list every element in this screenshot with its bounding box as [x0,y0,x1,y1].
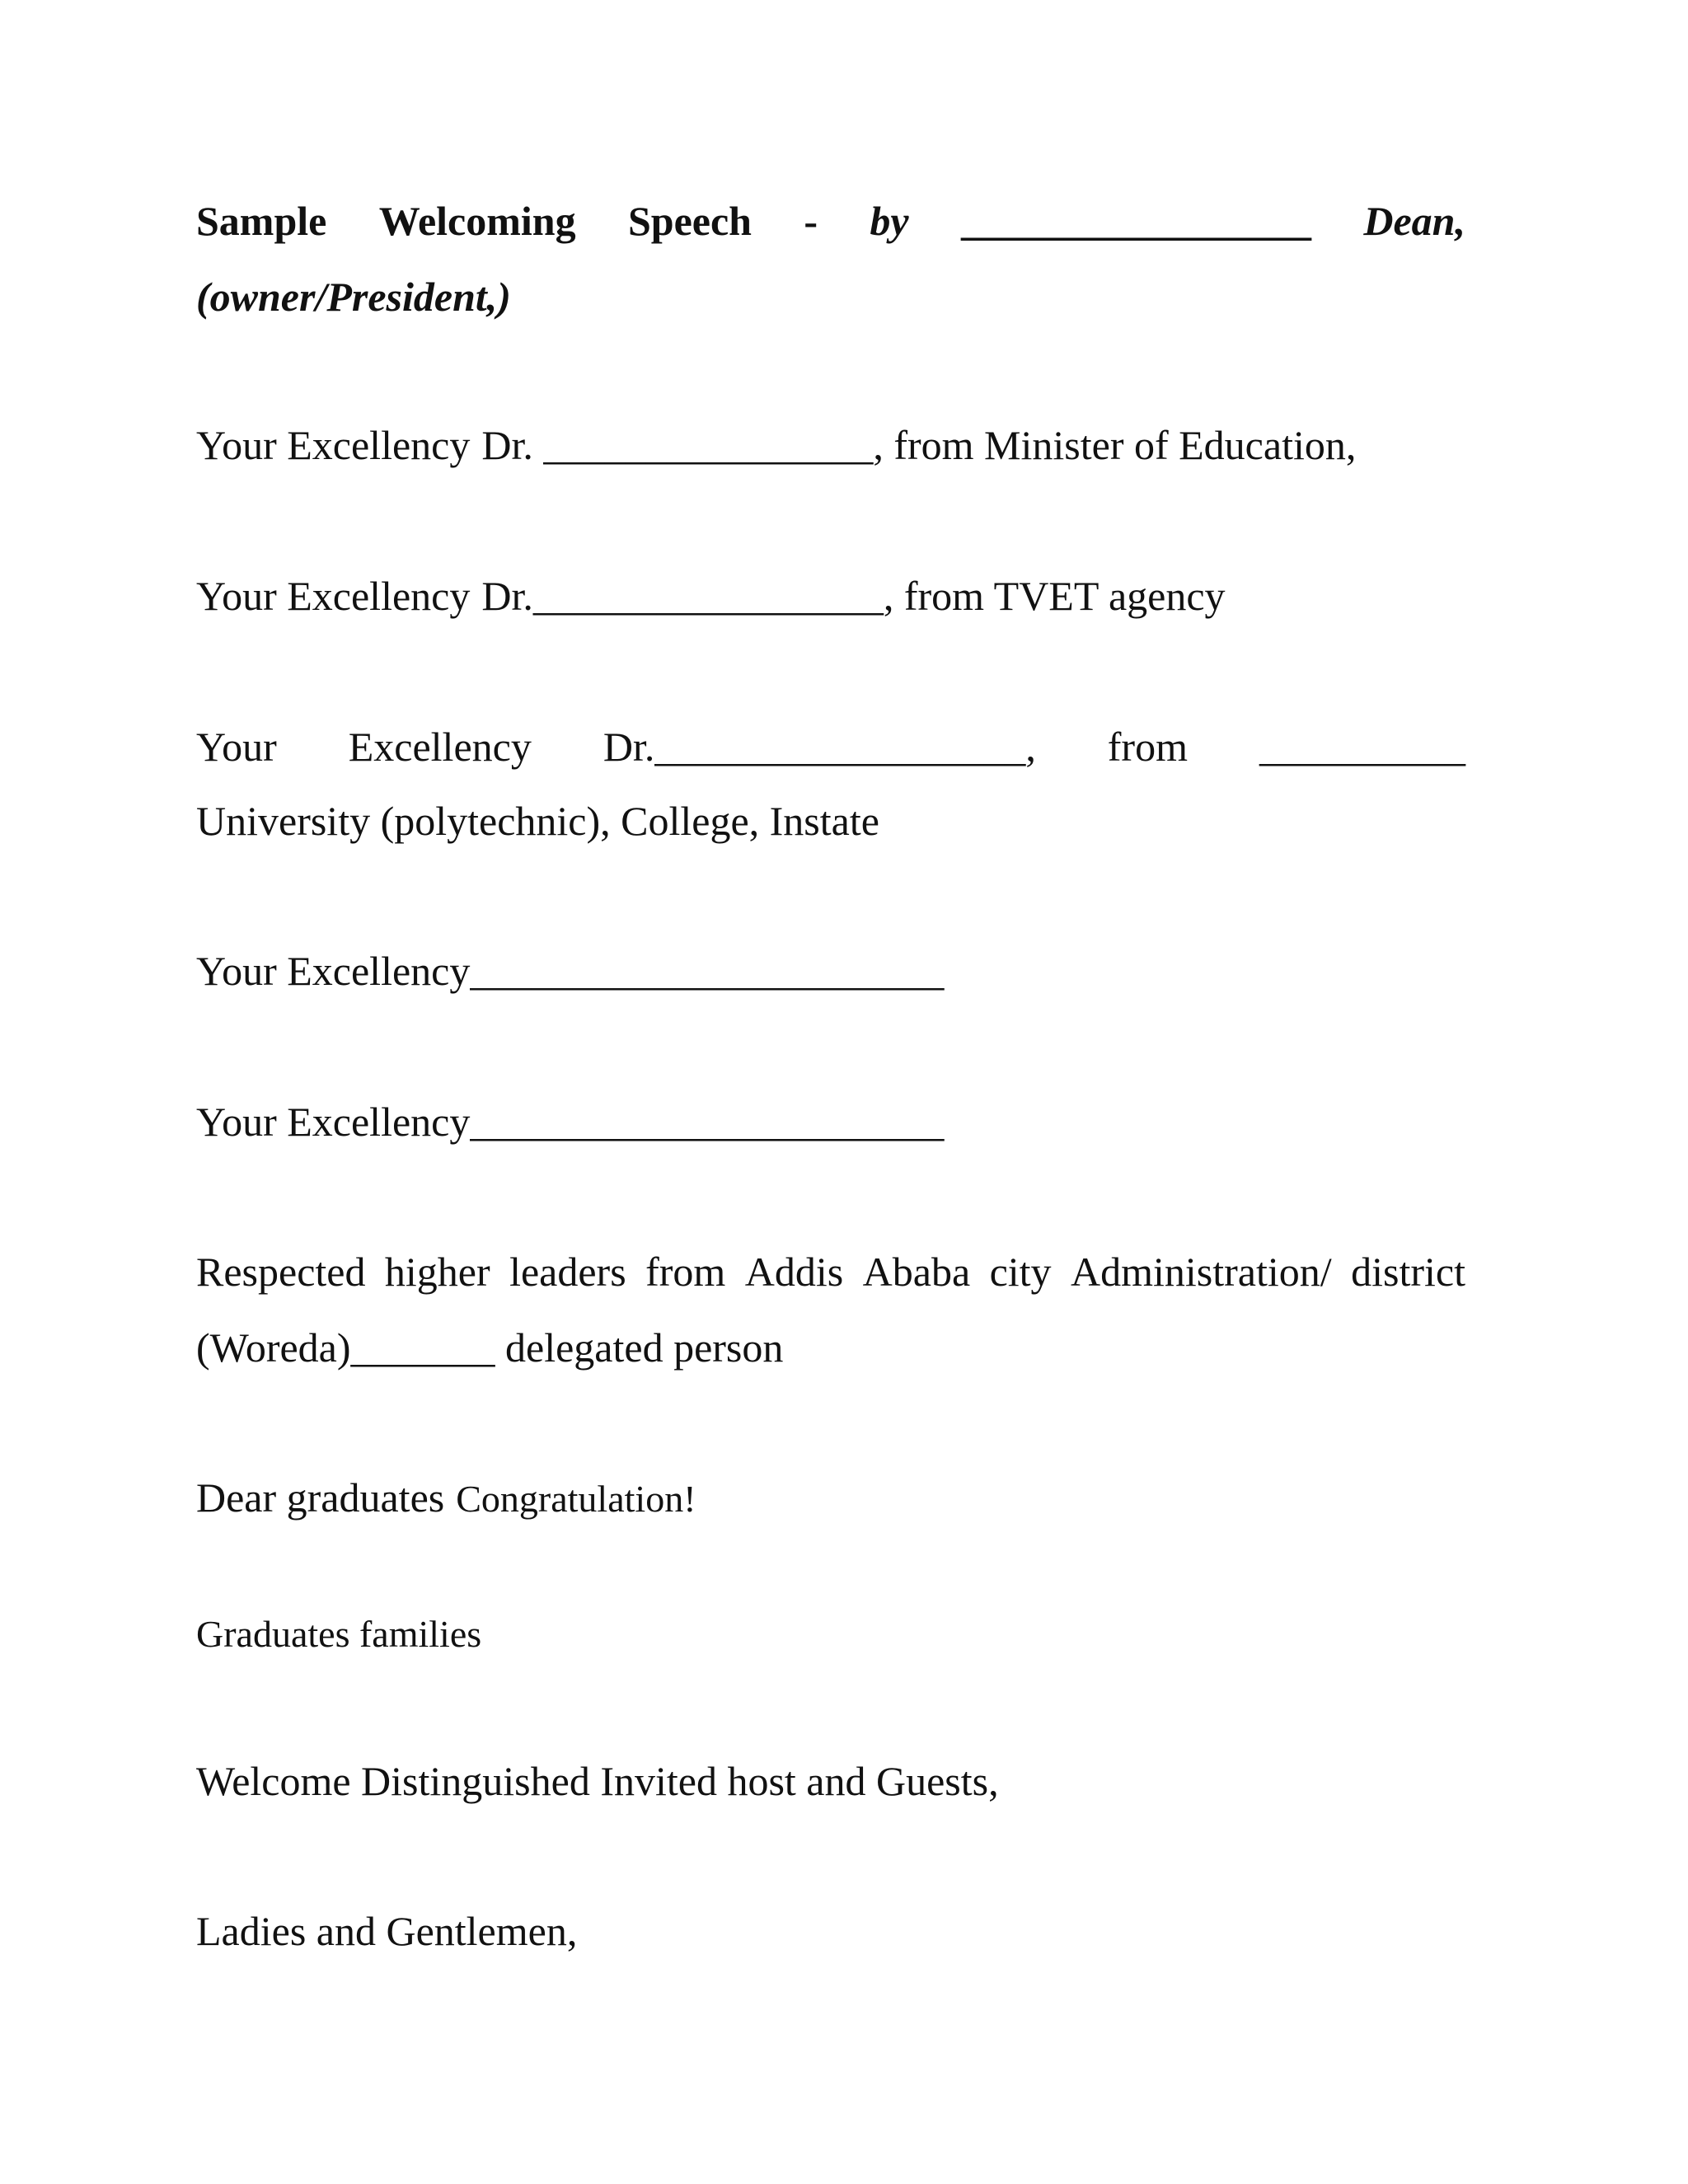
salutation-word: city [989,1249,1052,1295]
title-blank: _________________ [960,198,1311,244]
salutation-1 [196,420,1465,470]
title-word: Welcoming [378,198,576,244]
salutation-7 [196,1473,1465,1524]
salutation-word: Dr.__________________, [603,724,1036,770]
salutation-word: from [645,1249,726,1295]
salutation-word: Addis [744,1249,844,1295]
salutation-word: Excellency [348,724,532,770]
title-word: Speech [627,198,752,244]
salutation-6-line-1 [196,1247,1465,1296]
salutation-word: district [1351,1249,1465,1295]
salutation-3-line-2: University (polytechnic), College, Instate [196,798,879,844]
salutation-word: Respected [196,1249,366,1295]
salutation-rest: Dr. ________________, from Minister of Education, [481,422,1357,468]
salutation-lead: Dear graduates [196,1474,445,1521]
salutation-word: from [1107,724,1188,770]
salutation-lead: Your Excellency [196,573,471,619]
salutation-2 [196,571,1465,621]
salutation-10: Ladies and Gentlemen, [196,1908,578,1954]
salutation-rest: Dr._________________, from TVET agency [481,573,1226,619]
title-word: Sample [196,198,327,244]
salutation-8: Graduates families [196,1613,482,1655]
title-line-2: (owner/President,) [196,274,511,320]
salutation-word: Administration/ [1071,1249,1332,1295]
salutation-word: leaders [509,1249,626,1295]
title-line-1 [196,196,1465,246]
salutation-word: higher [384,1249,490,1295]
salutation-9: Welcome Distinguished Invited host and Guests, [196,1758,999,1804]
title-word: Dean, [1363,198,1465,244]
salutation-rest: Congratulation! [456,1478,696,1520]
title-word: - [804,198,818,244]
salutation-lead: Your Excellency [196,422,471,468]
salutation-word: Your [196,724,277,770]
salutation-4: Your Excellency_______________________ [196,948,945,994]
title-word: by [870,198,909,244]
salutation-blank: __________ [1259,724,1465,770]
salutation-3-line-1 [196,722,1465,771]
salutation-6-line-2: (Woreda)_______ delegated person [196,1324,784,1371]
salutation-5: Your Excellency_______________________ [196,1099,945,1145]
salutation-word: Ababa [862,1249,971,1295]
